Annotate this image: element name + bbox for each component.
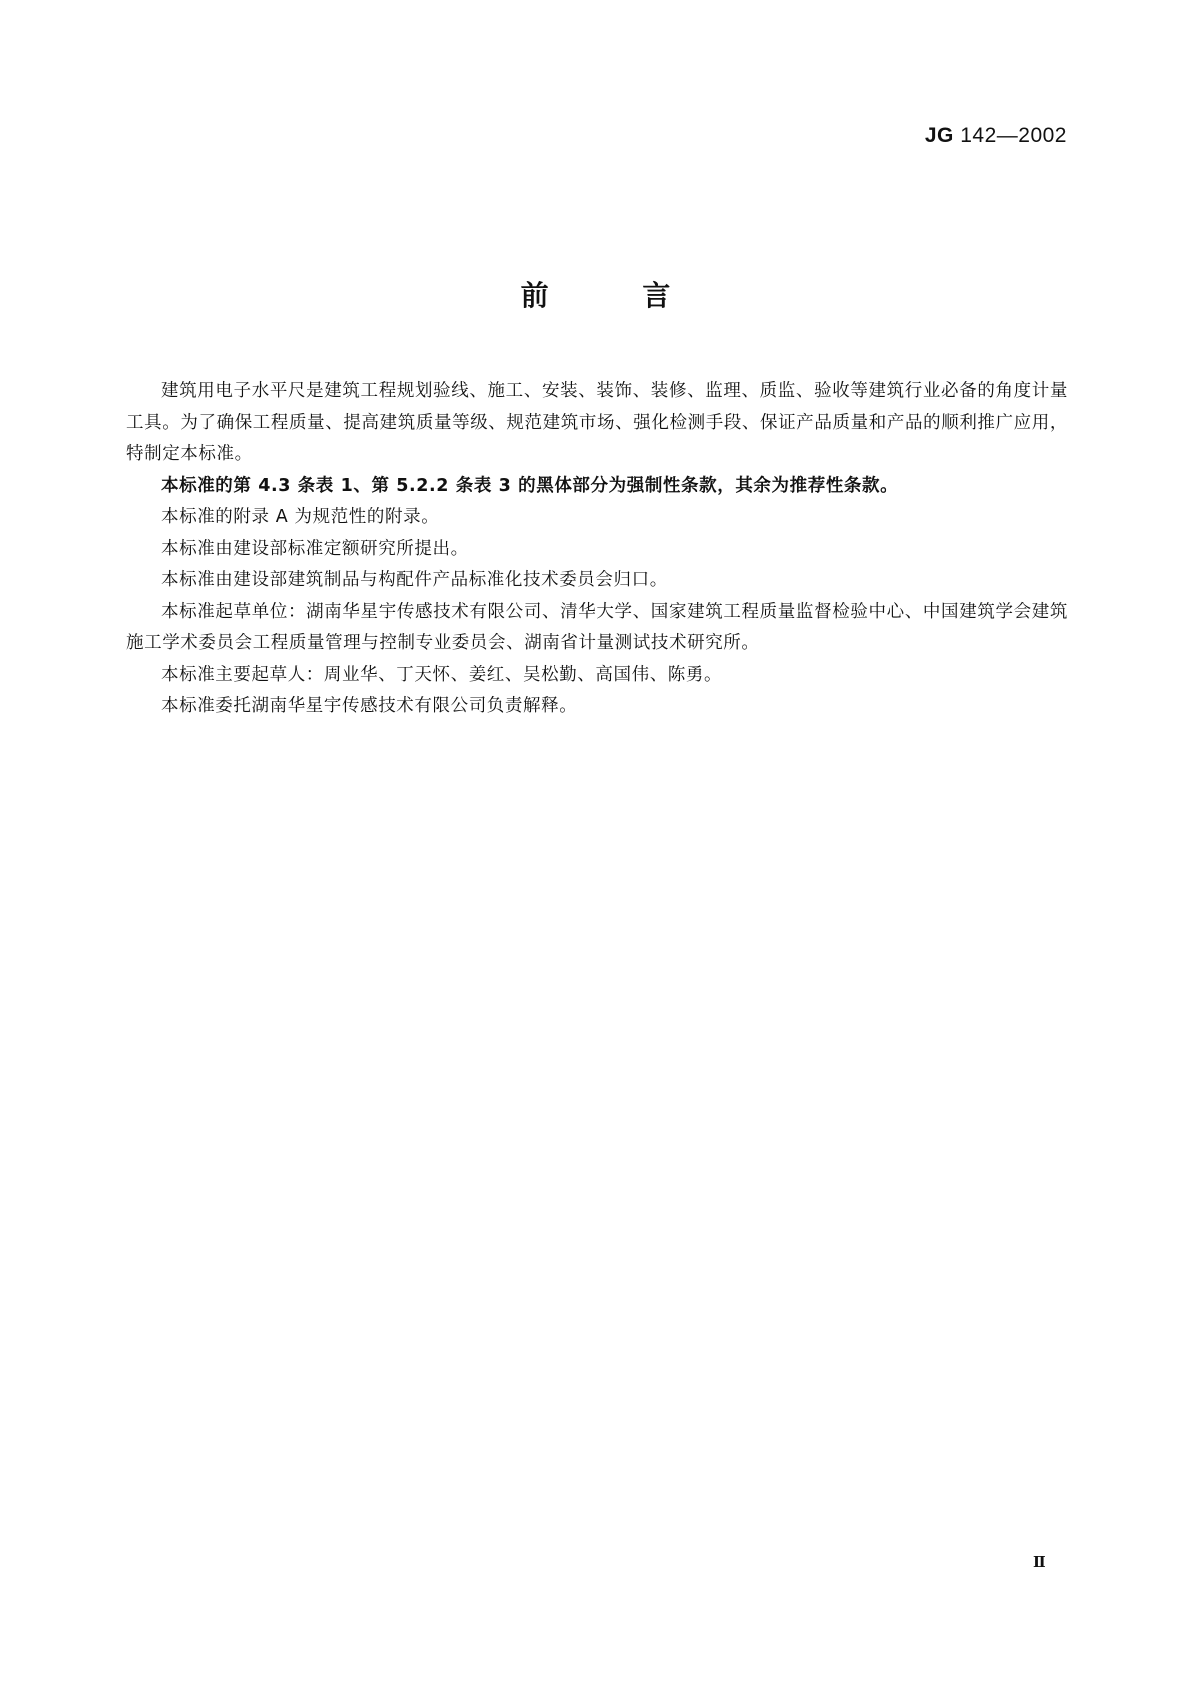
paragraph-mandatory-clauses: 本标准的第 4.3 条表 1、第 5.2.2 条表 3 的黑体部分为强制性条款，其余为推荐性条款。 <box>161 475 899 496</box>
paragraph-technical-committee: 本标准由建设部建筑制品与构配件产品标准化技术委员会归口。 <box>161 570 668 590</box>
page-title <box>0 274 1191 314</box>
paragraph-appendix: 本标准的附录 A 为规范性的附录。 <box>161 507 440 527</box>
standard-code-prefix: JG <box>924 124 954 147</box>
paragraph-drafters: 本标准主要起草人：周业华、丁天怀、姜红、吴松勤、高国伟、陈勇。 <box>161 664 723 685</box>
foreword-body <box>126 376 1068 723</box>
paragraph-interpretation: 本标准委托湖南华星宇传感技术有限公司负责解释。 <box>161 696 578 716</box>
title-char-2: 言 <box>642 279 671 312</box>
standard-code <box>925 124 1067 148</box>
page-number: Ⅱ <box>1033 1553 1046 1571</box>
title-char-1: 前 <box>520 279 549 312</box>
paragraph-drafting-units: 本标准起草单位：湖南华星宇传感技术有限公司、清华大学、国家建筑工程质量监督检验中心、中国建筑学会建筑施工学术委员会工程质量管理与控制专业委员会、湖南省计量测试技术研究所。 <box>126 601 1068 653</box>
paragraph-purpose: 建筑用电子水平尺是建筑工程规划验线、施工、安装、装饰、装修、监理、质监、验收等建筑行业必备的角度计量工具。为了确保工程质量、提高建筑质量等级、规范建筑市场、强化检测手段、保证产品质量和产品的顺利推广应用，特制定本标准。 <box>126 381 1068 464</box>
standard-code-number: 142—2002 <box>960 124 1067 147</box>
paragraph-proposer: 本标准由建设部标准定额研究所提出。 <box>161 538 469 559</box>
